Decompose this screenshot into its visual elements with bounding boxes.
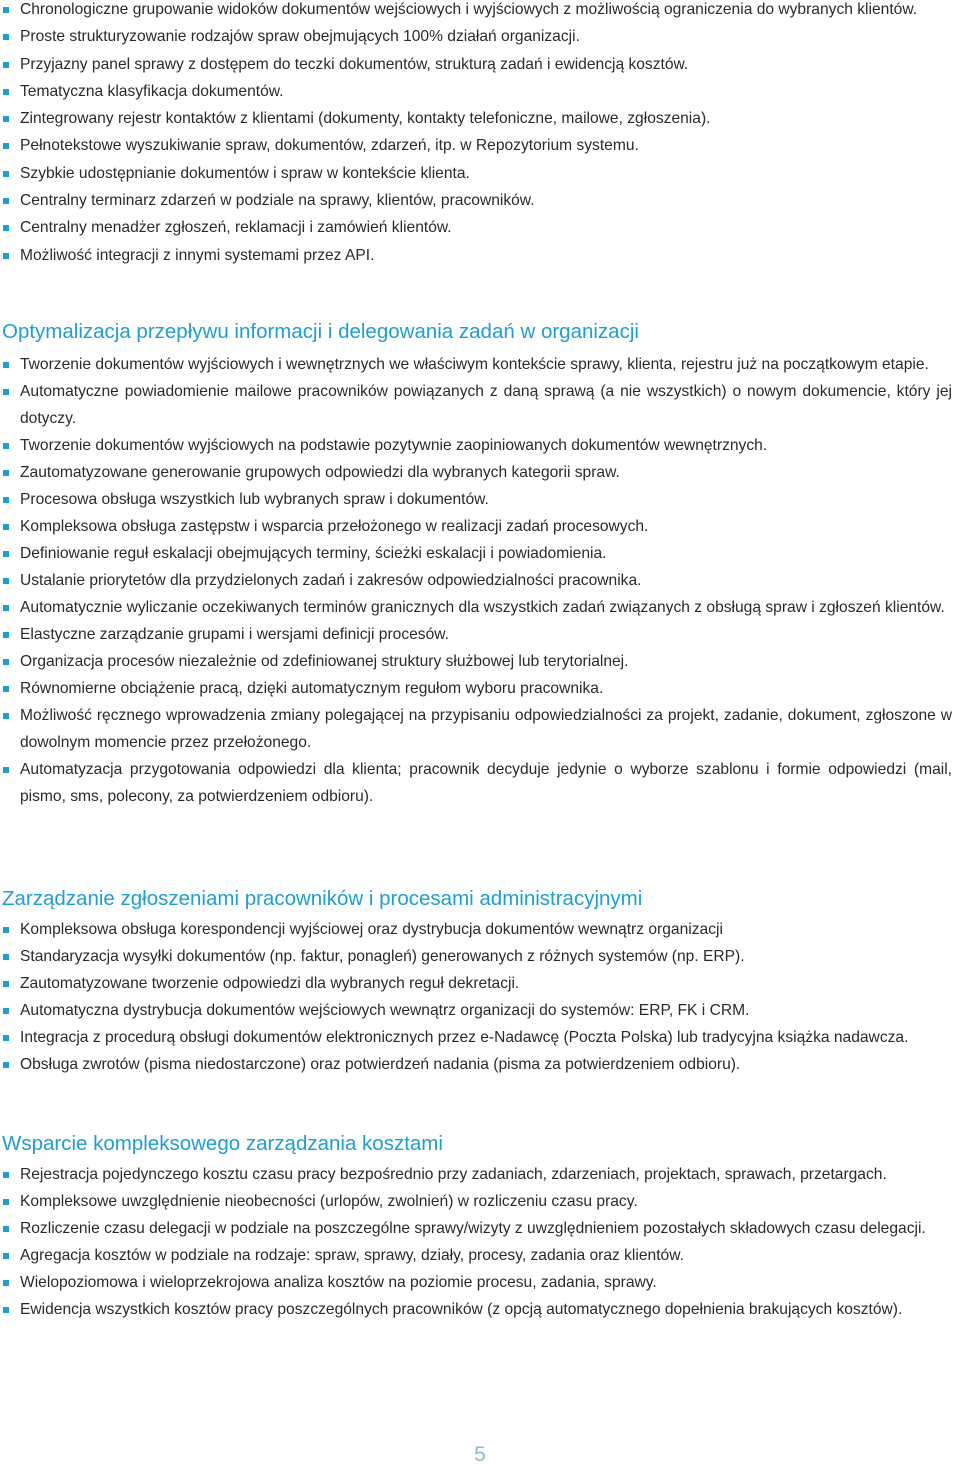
section-cost-management: [0, 1130, 956, 1323]
list-item: Zautomatyzowane tworzenie odpowiedzi dla wybranych reguł dekretacji.: [0, 970, 956, 997]
section-bullet-list: [0, 1161, 956, 1323]
section-heading: Zarządzanie zgłoszeniami pracowników i procesami administracyjnymi: [2, 887, 643, 910]
list-item: Pełnotekstowe wyszukiwanie spraw, dokumentów, zdarzeń, itp. w Repozytorium systemu.: [0, 132, 956, 159]
list-item: Automatyczna dystrybucja dokumentów wejściowych wewnątrz organizacji do systemów: ERP, FK i CRM.: [0, 997, 956, 1024]
page-number: 5: [474, 1443, 486, 1466]
list-item: Ustalanie priorytetów dla przydzielonych zadań i zakresów odpowiedzialności pracownika.: [0, 567, 956, 594]
section-requests-administration: [0, 885, 956, 1078]
list-item: Zintegrowany rejestr kontaktów z klientami (dokumenty, kontakty telefoniczne, mailowe, zgłoszenia).: [0, 105, 956, 132]
list-item: Centralny terminarz zdarzeń w podziale na sprawy, klientów, pracowników.: [0, 187, 956, 214]
list-item: Przyjazny panel sprawy z dostępem do teczki dokumentów, strukturą zadań i ewidencją kosztów.: [0, 51, 956, 78]
list-item: Możliwość ręcznego wprowadzenia zmiany polegającej na przypisaniu odpowiedzialności za projekt, zadanie, dokument, zgłoszone w dowolnym momencie przez przełożonego.: [0, 702, 956, 756]
section-bullet-list: [0, 916, 956, 1078]
list-item: Rejestracja pojedynczego kosztu czasu pracy bezpośrednio przy zadaniach, zdarzeniach, projektach, sprawach, przetargach.: [0, 1161, 956, 1188]
list-item: Definiowanie reguł eskalacji obejmujących terminy, ścieżki eskalacji i powiadomienia.: [0, 540, 956, 567]
list-item: Równomierne obciążenie pracą, dzięki automatycznym regułom wyboru pracownika.: [0, 675, 956, 702]
list-item: Agregacja kosztów w podziale na rodzaje: spraw, sprawy, działy, procesy, zadania oraz klientów.: [0, 1242, 956, 1269]
section-heading: Wsparcie kompleksowego zarządzania kosztami: [2, 1132, 443, 1155]
list-item: Automatycznie wyliczanie oczekiwanych terminów granicznych dla wszystkich zadań związanych z obsługą spraw i zgłoszeń klientów.: [0, 594, 956, 621]
list-item: Obsługa zwrotów (pisma niedostarczone) oraz potwierdzeń nadania (pisma za potwierdzeniem odbioru).: [0, 1051, 956, 1078]
list-item: Tworzenie dokumentów wyjściowych na podstawie pozytywnie zaopiniowanych dokumentów wewnętrznych.: [0, 432, 956, 459]
list-item: Możliwość integracji z innymi systemami przez API.: [0, 242, 956, 269]
list-item: Wielopoziomowa i wieloprzekrojowa analiza kosztów na poziomie procesu, zadania, sprawy.: [0, 1269, 956, 1296]
list-item: Szybkie udostępnianie dokumentów i spraw w kontekście klienta.: [0, 160, 956, 187]
list-item: Kompleksowe uwzględnienie nieobecności (urlopów, zwolnień) w rozliczeniu czasu pracy.: [0, 1188, 956, 1215]
list-item: Automatyzacja przygotowania odpowiedzi dla klienta; pracownik decyduje jedynie o wyborze szablonu i formie odpowiedzi (mail, pismo, sms, polecony, za potwierdzeniem odbioru).: [0, 756, 956, 810]
list-item: Rozliczenie czasu delegacji w podziale na poszczególne sprawy/wizyty z uwzględnieniem pozostałych składowych czasu delegacji.: [0, 1215, 956, 1242]
section-bullet-list: [0, 351, 956, 810]
list-item: Kompleksowa obsługa korespondencji wyjściowej oraz dystrybucja dokumentów wewnątrz organizacji: [0, 916, 956, 943]
list-item: Elastyczne zarządzanie grupami i wersjami definicji procesów.: [0, 621, 956, 648]
intro-bullet-list: [0, 0, 956, 269]
list-item: Centralny menadżer zgłoszeń, reklamacji i zamówień klientów.: [0, 214, 956, 241]
list-item: Kompleksowa obsługa zastępstw i wsparcia przełożonego w realizacji zadań procesowych.: [0, 513, 956, 540]
list-item: Automatyczne powiadomienie mailowe pracowników powiązanych z daną sprawą (a nie wszystkich) o nowym dokumencie, który jej dotyczy.: [0, 378, 956, 432]
list-item: Tworzenie dokumentów wyjściowych i wewnętrznych we właściwym kontekście sprawy, klienta, rejestru już na początkowym etapie.: [0, 351, 956, 378]
section-workflow-optimization: [0, 318, 956, 810]
section-heading: Optymalizacja przepływu informacji i delegowania zadań w organizacji: [2, 320, 639, 343]
list-item: Tematyczna klasyfikacja dokumentów.: [0, 78, 956, 105]
list-item: Ewidencja wszystkich kosztów pracy poszczególnych pracowników (z opcją automatycznego dopełnienia brakujących kosztów).: [0, 1296, 956, 1323]
list-item: Proste strukturyzowanie rodzajów spraw obejmujących 100% działań organizacji.: [0, 23, 956, 50]
list-item: Standaryzacja wysyłki dokumentów (np. faktur, ponagleń) generowanych z różnych systemów (np. ERP).: [0, 943, 956, 970]
list-item: Zautomatyzowane generowanie grupowych odpowiedzi dla wybranych kategorii spraw.: [0, 459, 956, 486]
list-item: Organizacja procesów niezależnie od zdefiniowanej struktury służbowej lub terytorialnej.: [0, 648, 956, 675]
list-item: Chronologiczne grupowanie widoków dokumentów wejściowych i wyjściowych z możliwością ograniczenia do wybranych klientów.: [0, 0, 956, 23]
list-item: Integracja z procedurą obsługi dokumentów elektronicznych przez e-Nadawcę (Poczta Polska) lub tradycyjna książka nadawcza.: [0, 1024, 956, 1051]
list-item: Procesowa obsługa wszystkich lub wybranych spraw i dokumentów.: [0, 486, 956, 513]
